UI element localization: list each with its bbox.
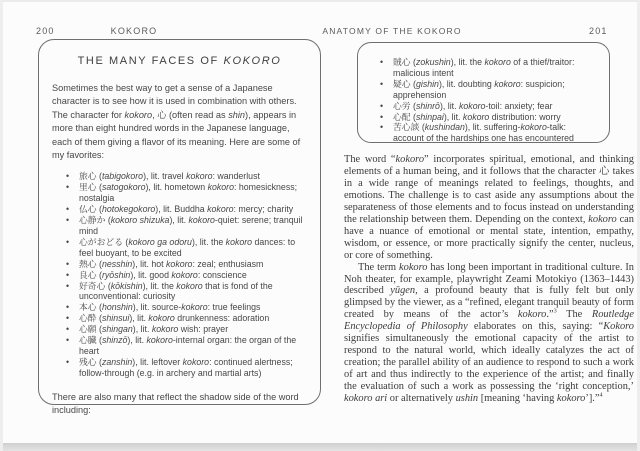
body-paragraph: The word “kokoro” incorporates spiritual, emotional, and thinking elements of a human being, and it follows that the character 心 takes in a wide range of meanings related to feelings, thoughts, and emotions. The challenge is to cast aside any assumptions about the separateness of those elements and to focus instead on understanding the relationship between them. Depending on the context, kokoro can have a nuance of emotional or mental state, intention, empathy, wisdom, or essence, or more practically signify the center, nucleus, or core of something. (344, 154, 634, 261)
box-outro-paragraph: There are also many that reflect the shadow side of the word including: (52, 391, 299, 416)
list-item: • 疑心 (gishin), lit. doubting kokoro: suspicion; apprehension (380, 79, 597, 101)
box-title: THE MANY FACES OF KOKORO (77, 55, 282, 67)
list-item: • 心願 (shingan), lit. kokoro wish: prayer (66, 324, 307, 335)
kokoro-word-list (52, 171, 307, 378)
list-item: • 残心 (zanshin), lit. leftover kokoro: continued alertness; follow-through (e.g. in archery and martial arts) (66, 357, 307, 379)
list-item: • 良心 (ryōshin), lit. good kokoro: conscience (66, 270, 307, 281)
list-item: • 心酔 (shinsui), lit. kokoro drunkenness: adoration (66, 313, 307, 324)
list-item: • 好奇心 (kōkishin), lit. the kokoro that is fond of the unconventional: curiosity (66, 281, 307, 303)
box-intro-paragraph: Sometimes the best way to get a sense of a Japanese character is to see how it is used in combination with others. The character for kokoro, 心 (often read as shin), appears in more than eight hundred words in the Japanese language, each of them giving a flavor of its meaning. Here are some of my favorites: (52, 83, 301, 161)
list-item: • 賊心 (zokushin), lit. the kokoro of a thief/traitor: malicious intent (380, 57, 597, 79)
body-text (344, 154, 634, 405)
list-item: • 心労 (shinrō), lit. kokoro-toil: anxiety; fear (380, 101, 597, 112)
sidebar-box-many-faces (38, 39, 321, 416)
running-head-left: KOKORO (110, 26, 158, 36)
list-item: • 旅心 (tabigokoro), lit. travel kokoro: wanderlust (66, 171, 307, 182)
list-item: • 心臓 (shinzō), lit. kokoro-internal organ: the organ of the heart (66, 335, 307, 357)
list-item: • 本心 (honshin), lit. source-kokoro: true feelings (66, 302, 307, 313)
list-item: • 心配 (shinpai), lit. kokoro distribution: worry (380, 112, 597, 123)
page-number-left: 200 (36, 26, 55, 36)
scan-bottom-edge (3, 443, 637, 451)
page-number-right: 201 (589, 26, 608, 36)
sidebar-box-shadow-words (357, 42, 610, 143)
running-head-right: ANATOMY OF THE KOKORO (322, 26, 462, 36)
list-item: • 心静か (kokoro shizuka), lit. kokoro-quiet: serene; tranquil mind (66, 215, 307, 237)
body-paragraph: The term kokoro has long been important in traditional culture. In Noh theater, for example, playwright Zeami Motokiyo (1363–1443) described yūgen, a profound beauty that is fully felt but only glimpsed by the viewer, as a “refined, elegant tranquil beauty of form created by means of the actor’s kokoro.”$^3$ The Routledge Encyclopedia of Philosophy elaborates on this, saying: “Kokoro signifies simultaneously the emotional capacity of the artist to respond to the natural world, which ideally catalyzes the act of creation; the parallel ability of an audience to respond to such a work of art and thus indirectly to the experience of the artist; and finally the evaluation of such a work as possessing the ‘right conception,’ kokoro ari or alternatively ushin [meaning ‘having kokoro’].”$^4$ (344, 261, 634, 405)
list-item: • 里心 (satogokoro), lit. hometown kokoro: homesickness; nostalgia (66, 182, 307, 204)
list-item: • 苦心談 (kushindan), lit. suffering-kokoro-talk: account of the hardships one has encountered (380, 122, 597, 144)
kokoro-shadow-word-list (370, 57, 597, 144)
list-item: • 心がおどる (kokoro ga odoru), lit. the kokoro dances: to feel buoyant, to be excited (66, 237, 307, 259)
list-item: • 熱心 (nesshin), lit. hot kokoro: zeal; enthusiasm (66, 259, 307, 270)
list-item: • 仏心 (hotokegokoro), lit. Buddha kokoro: mercy; charity (66, 204, 307, 215)
